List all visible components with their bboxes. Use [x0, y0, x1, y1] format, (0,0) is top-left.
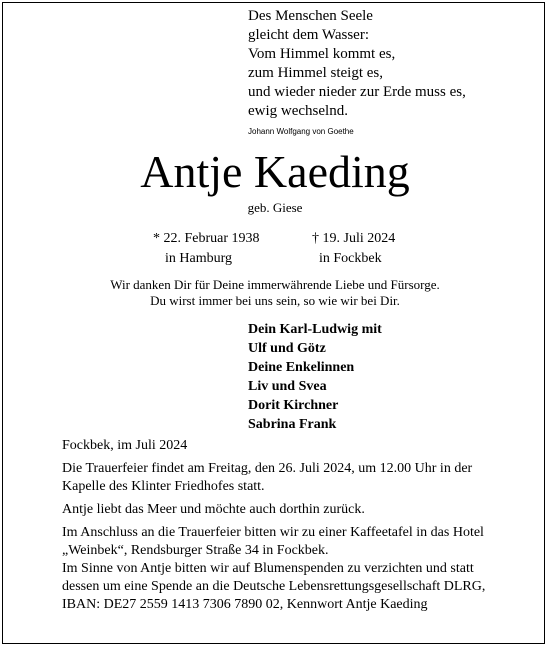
birth-date: * 22. Februar 1938 [153, 231, 260, 246]
donation-paragraph: Im Sinne von Antje bitten wir auf Blumenspenden zu verzichten und statt dessen um eine Spende an die Deutsche Lebensrettungsgesellschaft DLRG, [62, 561, 486, 594]
mourner: Dein Karl-Ludwig mit [248, 322, 382, 337]
mourner: Liv und Svea [248, 379, 327, 394]
death-block [312, 229, 395, 269]
mourner: Sabrina Frank [248, 417, 337, 432]
poem-author: Johann Wolfgang von Goethe [248, 127, 354, 136]
deceased-name: Antje Kaeding [140, 146, 410, 197]
birth-name: geb. Giese [247, 200, 303, 215]
poem: Des Menschen Seele gleicht dem Wasser: Vom Himmel kommt es, zum Himmel steigt es, und wieder nieder zur Erde muss es, ewig wechselnd. [248, 8, 466, 119]
thanks-text [0, 277, 550, 309]
coffee-paragraph: Im Anschluss an die Trauerfeier bitten wir zu einer Kaffeetafel in das Hotel „Weinbek“, Rendsburger Straße 34 in Fockbek. [62, 525, 484, 558]
thanks-line-2: Du wirst immer bei uns sein, so wie wir bei Dir. [150, 293, 400, 308]
place-date: Fockbek, im Juli 2024 [62, 438, 188, 453]
details-text [62, 460, 502, 614]
birth-block [153, 229, 260, 269]
thanks-line-1: Wir danken Dir für Deine immerwährende Liebe und Fürsorge. [110, 277, 440, 292]
mourner: Deine Enkelinnen [248, 360, 355, 375]
mourners-list [248, 320, 382, 434]
sea-paragraph: Antje liebt das Meer und möchte auch dorthin zurück. [62, 502, 365, 517]
death-date: † 19. Juli 2024 [312, 231, 396, 246]
mourner: Dorit Kirchner [248, 398, 339, 413]
iban-paragraph: IBAN: DE27 2559 1413 7306 7890 02, Kennwort Antje Kaeding [62, 597, 428, 612]
mourner: Ulf und Götz [248, 341, 326, 356]
death-place: in Fockbek [319, 251, 382, 266]
funeral-paragraph: Die Trauerfeier findet am Freitag, den 26. Juli 2024, um 12.00 Uhr in der Kapelle des Klinter Friedhofes statt. [62, 461, 473, 494]
birth-place: in Hamburg [165, 251, 233, 266]
